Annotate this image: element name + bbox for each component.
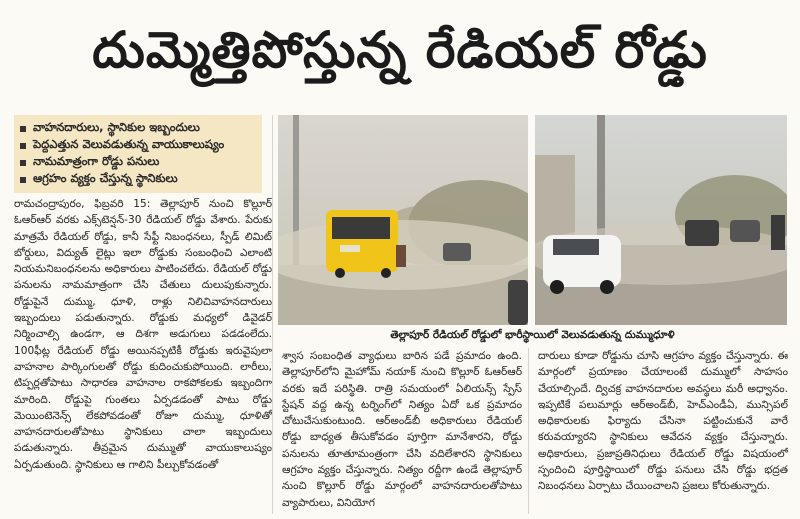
column-divider <box>272 115 273 514</box>
highlight-text: నామమాత్రంగా రోడ్డు పనులు <box>33 154 160 168</box>
highlight-text: వాహనదారులు, స్థానికుల ఇబ్బందులు <box>33 120 200 134</box>
square-bullet-icon <box>20 177 26 183</box>
highlights-box <box>14 115 262 193</box>
highlight-item <box>20 154 256 171</box>
square-bullet-icon <box>20 160 26 166</box>
highlight-item <box>20 120 256 137</box>
highlight-text: పెద్దఎత్తున వెలువడుతున్న వాయుకాలుష్యం <box>33 137 225 151</box>
highlight-text: ఆగ్రహం వ్యక్తం చేస్తున్న స్థానికులు <box>33 171 178 185</box>
highlight-item <box>20 137 256 154</box>
square-bullet-icon <box>20 143 26 149</box>
article-column-3: దారులు కూడా రోడ్డును చూసి ఆగ్రహం వ్యక్తం చేస్తున్నారు. ఈ మార్గంలో ప్రయాణం చేయాలంటే దుమ్ములో సాహసం చేయాల్సిందే. ద్విచక్ర వాహనదారుల అవస్థలు మరీ అధ్వానం. ఇప్పటికే పలుమార్లు ఆర్అండ్‌బీ, హెచ్ఎండీఏ, మున్సిపల్ అధికారులకు ఫిర్యాదు చేసినా పట్టించుకునే వారే కరువయ్యారని స్థానికులు ఆవేదన వ్యక్తం చేస్తున్నారు. అధికారులు, ప్రజాప్రతినిధులు రేడియల్ రోడ్డు విషయంలో స్పందించి పూర్తిస్థాయిలో రోడ్డు పనులు చేసి రోడ్డు భద్రత నిబంధనలు ఏర్పాటు చేయించాలని ప్రజలు కోరుతున్నారు. <box>538 350 788 493</box>
highlight-item <box>20 171 256 188</box>
article-column-1: రామచంద్రాపురం, ఫిబ్రవరి 15: తెల్లాపూర్ నుంచి కొల్లూర్ ఓఆర్ఆర్ వరకు ఎక్స్‌టెన్షన్-30 రేడియల్ రోడ్డు వేశారు. పేరుకు మాత్రమే రేడియల్ రోడ్డు, కానీ సేఫ్టీ నిబంధనలు, స్పీడ్ లిమిట్ బోర్డులు, విద్యుత్ లైట్లు ఇలా రోడ్డుకు సంబంధించి ఎలాంటి నియమనిబంధనలను అధికారులు పాటించలేదు. రేడియల్ రోడ్డు పనులను నామమాత్రంగా చేసి చేతులు దులుపుకున్నారు. రోడ్డుపైనే దుమ్ము, ధూళి, రాళ్లు నిలిచివాహనదారులు ఇబ్బందులు పడుతున్నారు. రోడ్డుకు మధ్యలో డివైడర్ నిర్మించాల్సి ఉండగా, ఆ దిశగా అడుగులు పడడంలేదు. 100ఫీట్ల రేడియల్ రోడ్డు అయినప్పటికీ రోడ్డుకు ఇరువైపులా వాహనాల పార్కింగులతో రోడ్డు కుదించుకుపోయింది. లారీలు, టిప్పర్లతోపాటు సాధారణ వాహనాల రాకపోకలకు ఇబ్బందిగా మారింది. రోడ్డుపై గుంతలు ఏర్పడడంతో పాటు రోడ్డు మెయింటెనెన్స్ లేకపోవడంతో రోజూ దుమ్ము, ధూళితో వాహనదారులతోపాటు స్థానికులు చాలా ఇబ్బందులు పడుతున్నారు. తీవ్రమైన దుమ్ముతో వాయుకాలుష్యం ఏర్పడుతుంది. స్థానికులు ఆ గాలిని పీల్చుకోవడంతో <box>14 198 272 471</box>
dusty-road-photo-bus <box>278 115 528 325</box>
column-divider <box>528 348 529 514</box>
square-bullet-icon <box>20 126 26 132</box>
photo-caption: తెల్లాపూర్ రేడియల్ రోడ్డులో భారీస్థాయిలో వెలువడుతున్న దుమ్ముధూళి <box>390 329 675 341</box>
article-column-2: శ్వాస సంబంధిత వ్యాధులు బారిన పడే ప్రమాదం ఉంది. తెల్లాపూర్‌లోని మైహోమ్ నయాక్ నుంచి కొల్లూర్ ఓఆర్ఆర్ వరకు ఇదే పరిస్థితి. రాత్రి సమయంలో ఏలియన్స్ స్పేస్ స్టేషన్ వద్ద ఉన్న టర్నింగ్‌లో నిత్యం ఏదో ఒక ప్రమాదం చోటుచేసుకుంటుంది. ఆర్అండ్‌బీ అధికారులు రేడియల్ రోడ్డు బాధ్యత తీసుకోవడం పూర్తిగా మానేశారని, రోడ్డు పనులను తూతూమంత్రంగా చేసి వదిలేశారని స్థానికులు ఆగ్రహం వ్యక్తం చేస్తున్నారు. నిత్యం రద్దీగా ఉండే తెల్లాపూర్ నుంచి కొల్లూర్ రోడ్డు మార్గంలో వాహనదారులతోపాటు వ్యాపారులు, వినియోగ <box>282 350 522 509</box>
headline: దుమ్మెత్తిపోస్తున్న రేడియల్ రోడ్డు <box>92 20 708 79</box>
dusty-road-photo-car <box>535 115 787 325</box>
